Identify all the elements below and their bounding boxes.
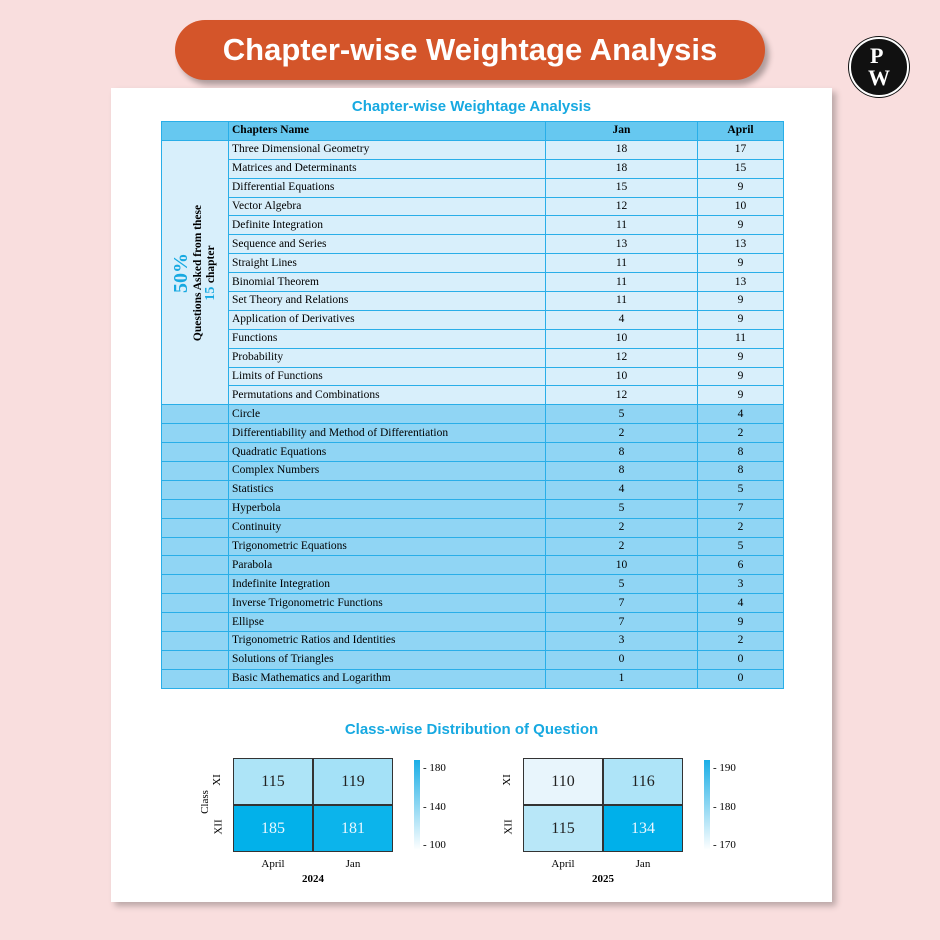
april-count: 8 [698,443,784,462]
table-row [162,178,784,197]
chapter-name: Three Dimensional Geometry [229,140,546,159]
side-note [162,140,229,404]
table-row [162,386,784,405]
heatmap-cell: 110 [523,758,603,805]
x-tick-label: Jan [345,858,361,870]
x-axis-title: 2025 [592,873,614,885]
jan-count: 0 [546,650,698,669]
header-jan: Jan [546,122,698,141]
chapter-name: Circle [229,405,546,424]
x-tick-label: Jan [635,858,651,870]
jan-count: 8 [546,443,698,462]
april-count: 9 [698,178,784,197]
table-row [162,216,784,235]
chapter-name: Basic Mathematics and Logarithm [229,669,546,688]
chapter-name: Differentiability and Method of Differentiation [229,424,546,443]
colorbar-tick: - 140 [423,800,446,813]
table-row [162,405,784,424]
jan-count: 10 [546,556,698,575]
x-axis-title: 2024 [302,873,324,885]
header-chapter: Chapters Name [229,122,546,141]
april-count: 10 [698,197,784,216]
table-row [162,310,784,329]
jan-count: 12 [546,386,698,405]
table-row [162,669,784,688]
table-row [162,575,784,594]
table-row [162,480,784,499]
jan-count: 2 [546,537,698,556]
table-row [162,235,784,254]
table-row [162,537,784,556]
chapter-name: Continuity [229,518,546,537]
april-count: 0 [698,650,784,669]
jan-count: 11 [546,273,698,292]
april-count: 13 [698,235,784,254]
april-count: 9 [698,367,784,386]
content-card [111,88,832,902]
april-count: 17 [698,140,784,159]
side-count: 15 [203,286,219,301]
jan-count: 10 [546,367,698,386]
heatmap-cell: 134 [603,805,683,852]
chapter-name: Straight Lines [229,254,546,273]
jan-count: 5 [546,575,698,594]
april-count: 7 [698,499,784,518]
banner-title: Chapter-wise Weightage Analysis [175,20,765,80]
chapter-name: Parabola [229,556,546,575]
table-row [162,140,784,159]
chapter-name: Limits of Functions [229,367,546,386]
april-count: 2 [698,518,784,537]
table-row [162,197,784,216]
header-april: April [698,122,784,141]
chapter-name: Inverse Trigonometric Functions [229,594,546,613]
colorbar-tick: - 180 [423,762,446,774]
side-percent: 50% [170,252,193,293]
heatmap-cell: 181 [313,805,393,852]
jan-count: 10 [546,329,698,348]
chapter-name: Set Theory and Relations [229,292,546,311]
chapter-name: Binomial Theorem [229,273,546,292]
jan-count: 8 [546,462,698,481]
x-tick-label: April [261,858,285,870]
jan-count: 2 [546,518,698,537]
table-row [162,499,784,518]
april-count: 9 [698,613,784,632]
jan-count: 3 [546,632,698,651]
table-row [162,518,784,537]
april-count: 9 [698,386,784,405]
april-count: 9 [698,216,784,235]
april-count: 9 [698,348,784,367]
colorbar-tick: - 100 [423,839,446,851]
table-row [162,159,784,178]
jan-count: 12 [546,348,698,367]
table-row [162,632,784,651]
table-row [162,348,784,367]
table-row [162,594,784,613]
y-tick-label: XI [210,774,223,786]
april-count: 4 [698,594,784,613]
jan-count: 13 [546,235,698,254]
chapter-name: Hyperbola [229,499,546,518]
y-tick-label: XII [502,819,515,835]
jan-count: 18 [546,159,698,178]
chapter-name: Trigonometric Ratios and Identities [229,632,546,651]
jan-count: 11 [546,292,698,311]
table-row [162,254,784,273]
table-row [162,462,784,481]
colorbar [414,760,420,850]
colorbar [704,760,710,850]
x-tick-label: April [551,858,575,870]
table-row [162,329,784,348]
table-header [162,122,784,141]
chart-title: Class-wise Distribution of Question [344,721,599,738]
table-row [162,367,784,386]
table-row [162,424,784,443]
april-count: 6 [698,556,784,575]
april-count: 15 [698,159,784,178]
chapter-name: Matrices and Determinants [229,159,546,178]
jan-count: 1 [546,669,698,688]
jan-count: 12 [546,197,698,216]
chapter-name: Definite Integration [229,216,546,235]
y-tick-label: XI [500,774,513,786]
jan-count: 7 [546,594,698,613]
jan-count: 15 [546,178,698,197]
table-title: Chapter-wise Weightage Analysis [351,98,592,115]
jan-count: 5 [546,499,698,518]
chapter-name: Solutions of Triangles [229,650,546,669]
chapter-name: Quadratic Equations [229,443,546,462]
chapter-name: Differential Equations [229,178,546,197]
jan-count: 4 [546,480,698,499]
y-tick-label: XII [212,819,225,835]
colorbar-tick: - 180 [713,800,736,813]
april-count: 13 [698,273,784,292]
chapter-name: Statistics [229,480,546,499]
table-row [162,443,784,462]
april-count: 2 [698,632,784,651]
chapter-name: Probability [229,348,546,367]
colorbar-tick: - 190 [713,762,736,774]
jan-count: 2 [546,424,698,443]
heatmap-cell: 115 [523,805,603,852]
april-count: 11 [698,329,784,348]
table-row [162,292,784,311]
chapter-name: Ellipse [229,613,546,632]
chapter-name: Sequence and Series [229,235,546,254]
chapter-name: Application of Derivatives [229,310,546,329]
table-row [162,613,784,632]
april-count: 5 [698,537,784,556]
pw-logo: P W [849,37,909,97]
heatmap-cell: 115 [233,758,313,805]
chapter-name: Functions [229,329,546,348]
heatmap-cell: 116 [603,758,683,805]
table-row [162,650,784,669]
april-count: 2 [698,424,784,443]
april-count: 9 [698,254,784,273]
april-count: 9 [698,292,784,311]
table-row [162,273,784,292]
y-axis-title: Class [198,790,211,814]
april-count: 3 [698,575,784,594]
chapter-name: Indefinite Integration [229,575,546,594]
jan-count: 7 [546,613,698,632]
heatmap-cell: 185 [233,805,313,852]
chapter-name: Permutations and Combinations [229,386,546,405]
chapter-name: Vector Algebra [229,197,546,216]
jan-count: 5 [546,405,698,424]
chapter-name: Complex Numbers [229,462,546,481]
weightage-table [161,121,784,689]
april-count: 8 [698,462,784,481]
chapter-name: Trigonometric Equations [229,537,546,556]
jan-count: 4 [546,310,698,329]
april-count: 0 [698,669,784,688]
side-text: Questions Asked from these [192,204,205,341]
april-count: 9 [698,310,784,329]
jan-count: 18 [546,140,698,159]
heatmap-cell: 119 [313,758,393,805]
jan-count: 11 [546,254,698,273]
april-count: 4 [698,405,784,424]
jan-count: 11 [546,216,698,235]
table-row [162,556,784,575]
colorbar-tick: - 170 [713,839,736,851]
side-count-suffix: chapter [205,245,218,283]
april-count: 5 [698,480,784,499]
